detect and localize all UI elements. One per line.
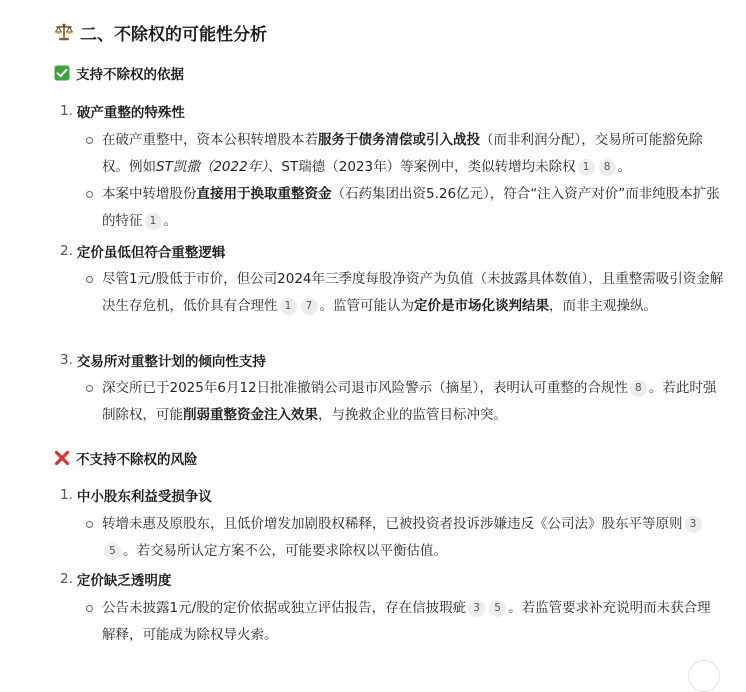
citation-badge[interactable]: 1 <box>578 159 595 176</box>
bullet-marker <box>86 191 93 198</box>
bold-text: 服务于债务清偿或引入战投 <box>318 132 480 148</box>
support-item-2-bullet-1 <box>102 266 724 320</box>
citation-badge[interactable]: 8 <box>599 159 616 176</box>
risk-item-2-bullet-1 <box>102 595 724 649</box>
bold-text: 定价是市场化谈判结果 <box>414 298 549 314</box>
italic-text: ST凯撒（2022年） <box>156 159 268 175</box>
citation-badge[interactable]: 5 <box>104 543 121 560</box>
bullet-marker <box>86 521 93 528</box>
risk-heading-text: 不支持不除权的风险 <box>76 452 198 468</box>
support-item-1-bullet-2 <box>102 181 724 235</box>
check-mark-button-icon <box>54 65 70 81</box>
text-run: 本案中转增股份 <box>102 186 197 202</box>
section-title-text: 二、不除权的可能性分析 <box>80 24 267 45</box>
support-item-2-title: 2. 定价虽低但符合重整逻辑 <box>60 243 226 261</box>
support-heading-text: 支持不除权的依据 <box>76 67 184 83</box>
bullet-marker <box>86 385 93 392</box>
text-run: （而非利润分配），交易所可能豁免除权。例如 <box>102 132 703 175</box>
citation-badge[interactable]: 1 <box>280 298 297 315</box>
text-run: 转增未惠及原股东，且低价增发加剧股权稀释，已被投资者投诉涉嫌违反《公司法》股东平等原则 <box>102 516 683 532</box>
bullet-marker <box>86 276 93 283</box>
section-title <box>54 18 267 46</box>
text-run: 公告未披露1元/股的定价依据或独立评估报告，存在信披瑕疵 <box>102 600 467 616</box>
bold-text: 削弱重整资金注入效果 <box>183 407 318 423</box>
text-run: 。监管可能认为 <box>319 298 414 314</box>
bullet-marker <box>86 605 93 612</box>
text-run: ，而非主观操纵。 <box>549 298 657 314</box>
bold-text: 直接用于换取重整资金 <box>196 186 332 202</box>
bullet-marker <box>86 137 93 144</box>
citation-badge[interactable]: 3 <box>685 516 702 533</box>
citation-badge[interactable]: 3 <box>468 600 485 617</box>
citation-badge[interactable]: 7 <box>301 298 318 315</box>
support-item-3-title: 3. 交易所对重整计划的倾向性支持 <box>60 352 266 370</box>
risk-heading <box>54 447 198 469</box>
text-run: 。若监管要求补充说明而未获合理解释，可能成为除权导火索。 <box>102 600 711 643</box>
text-run: 深交所已于2025年6月12日批准撤销公司退市风险警示（摘星），表明认可重整的合规性 <box>102 380 628 396</box>
risk-item-1-title: 1. 中小股东利益受损争议 <box>60 487 212 505</box>
text-run: ，与挽救企业的监管目标冲突。 <box>318 407 507 423</box>
text-run: 。若此时强制除权，可能 <box>102 380 717 423</box>
support-item-1-title: 1. 破产重整的特殊性 <box>60 103 185 121</box>
citation-badge[interactable]: 5 <box>489 600 506 617</box>
text-run: 。 <box>163 213 177 229</box>
text-run: 尽管1元/股低于市价，但公司2024年三季度每股净资产为负值（未披露具体数值），且重整需吸引资金解决生存危机，低价具有合理性 <box>102 271 724 314</box>
text-run: （石药集团出资5.26亿元），符合“注入资产对价”而非纯股本扩张的特征 <box>102 186 720 229</box>
text-run: 。若交易所认定方案不公，可能要求除权以平衡估值。 <box>123 543 447 559</box>
text-run: 、ST瑞德（2023年）等案例中，类似转增均未除权 <box>267 159 576 175</box>
scroll-to-bottom-button[interactable] <box>688 660 720 692</box>
citation-badge[interactable]: 8 <box>630 380 647 397</box>
risk-item-2-title: 2. 定价缺乏透明度 <box>60 571 172 589</box>
text-run: 在破产重整中，资本公积转增股本若 <box>102 132 318 148</box>
text-run: 。 <box>617 159 632 175</box>
cross-mark-icon <box>54 450 70 466</box>
support-item-1-bullet-1 <box>102 127 724 181</box>
support-heading <box>54 62 184 84</box>
balance-scale-icon <box>54 22 74 42</box>
citation-badge[interactable]: 1 <box>145 213 162 230</box>
support-item-3-bullet-1 <box>102 375 724 429</box>
risk-item-1-bullet-1 <box>102 511 724 565</box>
